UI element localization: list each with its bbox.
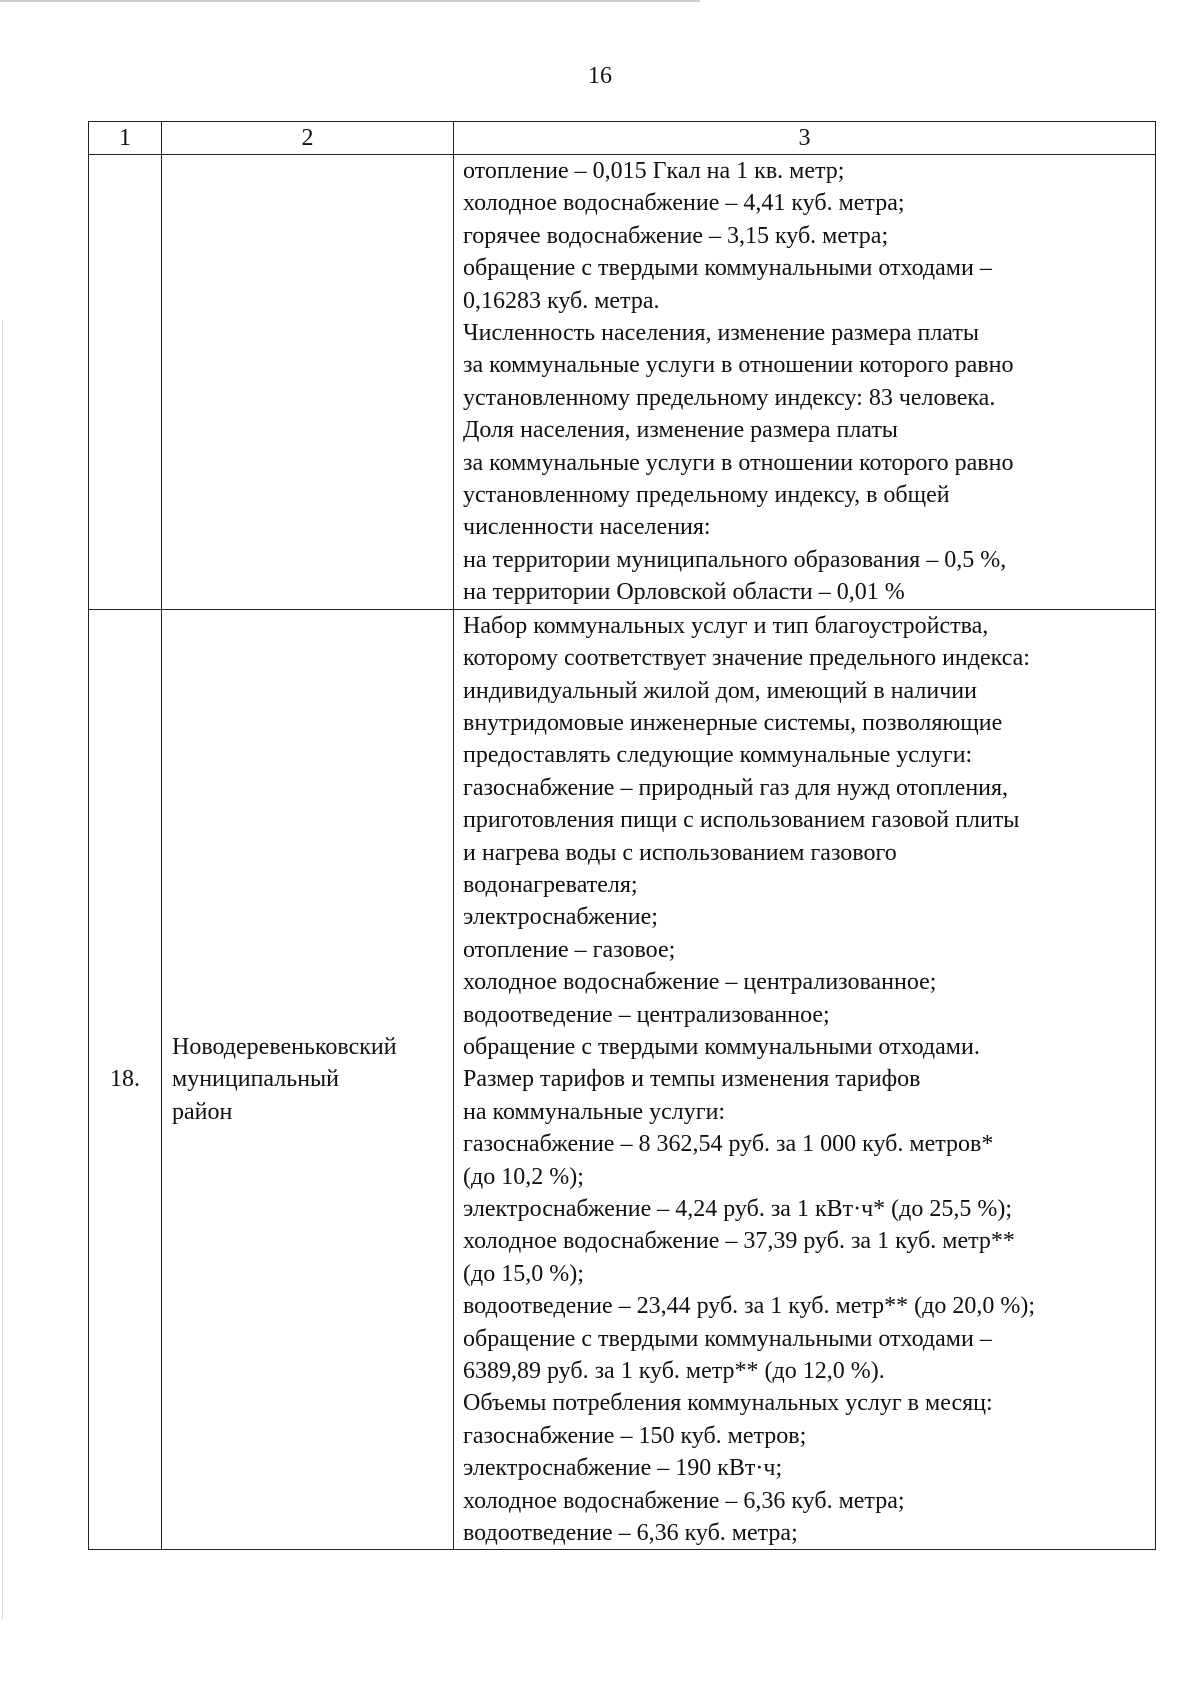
row-number-cell [89, 609, 162, 1550]
row-content-line: (до 10,2 %); [463, 1163, 584, 1190]
row-content-line: электроснабжение – 190 кВт·ч; [463, 1455, 783, 1482]
row-content-line: Численность населения, изменение размера платы [463, 320, 979, 347]
row-content-line: отопление – 0,015 Гкал на 1 кв. метр; [463, 158, 845, 184]
scan-edge-top [0, 0, 700, 2]
row-content-line: холодное водоснабжение – 37,39 руб. за 1 куб. метр** [463, 1228, 1015, 1255]
row-content-line: предоставлять следующие коммунальные услуги: [463, 742, 973, 769]
row-content-line: водоотведение – 6,36 куб. метра; [463, 1520, 798, 1547]
row-content-cell [454, 609, 1156, 1550]
row-content-line: газоснабжение – 150 куб. метров; [463, 1422, 807, 1449]
row-content-line: электроснабжение – 4,24 руб. за 1 кВт·ч* (до 25,5 %); [463, 1196, 1013, 1222]
table-header-row [89, 122, 1156, 155]
row-content-line: на коммунальные услуги: [463, 1098, 726, 1125]
row-content-line: обращение с твердыми коммунальными отходами – [463, 255, 992, 282]
row-content-line: холодное водоснабжение – 6,36 куб. метра; [463, 1487, 905, 1514]
row-content-line: 6389,89 руб. за 1 куб. метр** (до 12,0 %). [463, 1358, 885, 1385]
row-content-line: 0,16283 куб. метра. [463, 287, 660, 314]
row-content-line: Объемы потребления коммунальных услуг в месяц: [463, 1390, 993, 1417]
row-content-line: (до 15,0 %); [463, 1260, 584, 1287]
row-name-line: район [172, 1098, 233, 1125]
row-content-line: которому соответствует значение предельного индекса: [463, 645, 1030, 672]
row-content-line: и нагрева воды с использованием газового [463, 839, 897, 866]
row-content-line: газоснабжение – природный газ для нужд отопления, [463, 774, 1009, 801]
row-content-line: холодное водоснабжение – централизованное; [463, 969, 937, 996]
row-content-line: численности населения: [463, 514, 711, 541]
row-name-line: муниципальный [172, 1066, 340, 1093]
row-name-line: Новодеревеньковский [172, 1033, 397, 1060]
row-content-line: обращение с твердыми коммунальными отходами. [463, 1033, 980, 1060]
row-content-line: за коммунальные услуги в отношении которого равно [463, 449, 1014, 476]
row-content-line: электроснабжение; [463, 904, 658, 931]
row-name-cell [162, 155, 454, 610]
row-content-line: установленному предельному индексу: 83 человека. [463, 384, 996, 411]
row-content-line: водоотведение – централизованное; [463, 1001, 830, 1028]
row-number: 18. [110, 1066, 140, 1093]
row-content-line: газоснабжение – 8 362,54 руб. за 1 000 куб. метров* [463, 1131, 994, 1158]
row-number-cell [89, 155, 162, 610]
row-content-line: приготовления пищи с использованием газовой плиты [463, 807, 1020, 834]
column-number-1: 1 [89, 122, 162, 155]
scan-edge-left [2, 320, 3, 1620]
row-content-line: отопление – газовое; [463, 936, 676, 963]
page-number: 16 [588, 63, 612, 89]
row-content-line: индивидуальный жилой дом, имеющий в наличии [463, 677, 977, 704]
column-number-2: 2 [162, 122, 454, 155]
row-content-line: внутридомовые инженерные системы, позволяющие [463, 709, 1003, 736]
row-content-line: Набор коммунальных услуг и тип благоустройства, [463, 612, 989, 639]
row-content-line: горячее водоснабжение – 3,15 куб. метра; [463, 222, 889, 249]
row-content-line: холодное водоснабжение – 4,41 куб. метра; [463, 190, 905, 217]
row-content-line: за коммунальные услуги в отношении которого равно [463, 352, 1014, 379]
row-content-line: на территории муниципального образования – 0,5 %, [463, 546, 1007, 573]
row-content-line: водонагревателя; [463, 871, 638, 898]
column-number-3: 3 [454, 122, 1156, 155]
row-content-line: Доля населения, изменение размера платы [463, 417, 898, 444]
row-content-line: установленному предельному индексу, в общей [463, 482, 950, 509]
row-content-line: обращение с твердыми коммунальными отходами – [463, 1325, 992, 1352]
row-name-cell [162, 609, 454, 1550]
row-content-line: Размер тарифов и темпы изменения тарифов [463, 1066, 921, 1093]
row-content-line: на территории Орловской области – 0,01 % [463, 579, 905, 606]
document-table [88, 121, 1156, 1550]
row-content-cell [454, 155, 1156, 610]
table-row [89, 609, 1156, 1550]
table-row [89, 155, 1156, 610]
row-content-line: водоотведение – 23,44 руб. за 1 куб. метр** (до 20,0 %); [463, 1293, 1035, 1320]
